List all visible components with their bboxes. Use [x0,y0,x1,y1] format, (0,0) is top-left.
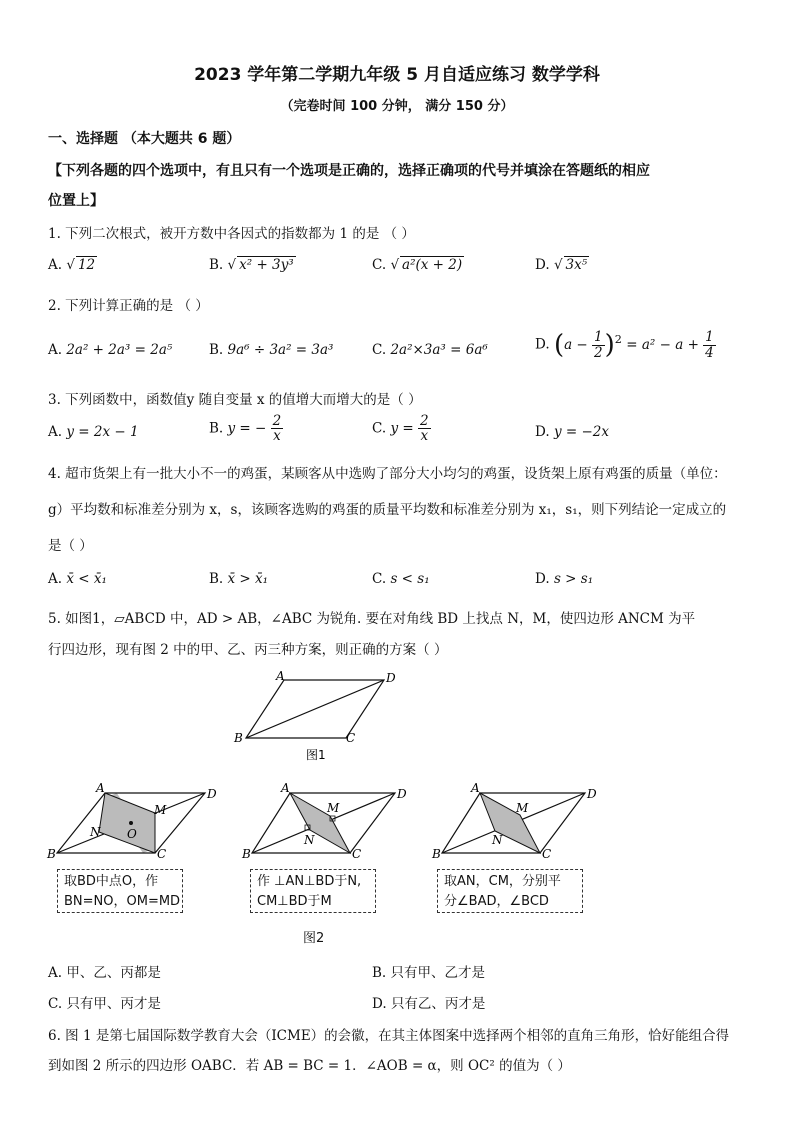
note-bing [437,869,583,913]
yi-label-a: A [281,781,290,795]
bing-label-b: B [432,847,441,860]
q2-b-expr: 9a⁶ ÷ 3a² = 3a³ [227,342,334,358]
sqrt-icon: √ [390,257,400,273]
q2-d-mid: = a² − a + [626,337,699,353]
q3-option-c [372,414,431,443]
q2-d-square: 2 [614,333,622,346]
q1-a-radicand: 12 [77,257,96,273]
yi-anc-m [290,793,350,853]
bing-label-c: C [542,847,552,860]
q5-option-a [48,961,161,981]
q1-c-label: C. [372,257,387,273]
sqrt-icon: √ [227,257,237,273]
q3-option-a [48,424,139,440]
q2-a-expr: 2a² + 2a³ = 2a⁵ [66,342,173,358]
note-bing-line-2: 分∠BAD，∠BCD [444,894,549,909]
q2-d-left: a − [564,337,588,353]
q2-b-label: B. [209,342,224,358]
q1-stem: 1. 下列二次根式，被开方数中各因式的指数都为 1 的是 （ ） [48,226,415,242]
yi-label-n: N [304,833,315,847]
q4-b-expr: x̄ > x̄₁ [227,571,269,587]
q3-b-label: B. [209,420,224,437]
q4-option-d [535,571,593,587]
q3-c-denominator: x [420,428,429,445]
q3-option-b [209,414,283,443]
q5-line-1: 5. 如图1，▱ABCD 中，AD > AB，∠ABC 为锐角. 要在对角线 BD 上找点 N，M，使四边形 ANCM 为平 [48,611,696,627]
q3-d-label: D. [535,424,550,440]
section-heading: 一、选择题 （本大题共 6 题） [48,131,241,147]
q3-a-expr: y = 2x − 1 [66,424,139,440]
note-yi [250,869,376,913]
page-title: 2023 学年第二学期九年级 5 月自适应练习 数学学科 [194,65,600,85]
note-jia [57,869,183,913]
q4-option-a [48,571,107,587]
instruction-line-2: 位置上】 [48,193,104,209]
q6-line-1: 6. 图 1 是第七届国际数学教育大会（ICME）的会徽，在其主体图案中选择两个相邻的直角三角形，恰好能组合得 [48,1028,730,1044]
note-yi-line-2: CM⊥BD于M [257,894,332,909]
bing-label-n: N [492,833,503,847]
q6-line-2: 到如图 2 所示的四边形 OABC．若 AB = BC = 1．∠AOB = α，则 OC² 的值为（ ） [48,1058,571,1074]
q3-d-expr: y = −2x [553,424,609,440]
q5-c-text: 只有甲、丙才是 [66,996,161,1012]
bing-label-m: M [516,801,529,815]
sqrt-icon: √ [553,257,563,273]
q4-d-label: D. [535,571,550,587]
yi-label-m: M [327,801,340,815]
q1-a-label: A. [48,257,63,273]
q2-option-c [372,342,488,358]
q5-a-label: A. [48,965,63,981]
note-jia-line-2: BN=NO，OM=MD [64,894,181,909]
jia-point-o [129,821,133,825]
q3-a-label: A. [48,424,63,440]
q2-d-r-denominator: 4 [705,344,714,361]
q1-option-d [535,256,589,273]
note-bing-line-1: 取AN，CM，分别平 [444,874,561,889]
q2-d-denominator: 2 [594,344,603,361]
figure-2-jia [44,780,224,860]
fig1-label-b: B [234,731,243,745]
q5-option-c [48,992,161,1012]
q2-d-r-numerator: 1 [705,329,714,346]
q3-b-denominator: x [273,428,281,445]
fig1-label-c: C [346,731,356,745]
q1-option-b [209,256,296,273]
fig1-diagonal-bd [246,680,384,738]
q5-a-text: 甲、乙、丙都是 [66,965,161,981]
q2-d-label: D. [535,336,550,353]
q3-stem: 3. 下列函数中，函数值y 随自变量 x 的值增大而增大的是（ ） [48,392,422,408]
q5-b-text: 只有甲、乙才是 [390,965,486,981]
q2-option-d [535,330,716,360]
q3-b-numerator: 2 [272,413,282,429]
q3-c-label: C. [372,420,387,437]
jia-label-o: O [127,827,137,841]
bing-anc-m [480,793,540,853]
q2-a-label: A. [48,342,63,358]
jia-label-n: N [90,825,101,839]
fig1-caption: 图1 [306,748,326,762]
q4-line-2: g）平均数和标准差分别为 x，s，该顾客选购的鸡蛋的质量平均数和标准差分别为 x₁，s₁，则下列结论一定成立的 [48,502,727,518]
q2-c-label: C. [372,342,387,358]
q3-c-numerator: 2 [419,413,429,429]
jia-anc-m [99,793,155,853]
q5-line-2: 行四边形，现有图 2 中的甲、乙、丙三种方案，则正确的方案（ ） [48,642,448,658]
q5-option-b [372,961,485,981]
q3-option-d [535,424,609,440]
yi-label-b: B [242,847,251,860]
right-paren-icon: ) [604,330,615,360]
instruction-line-1: 【下列各题的四个选项中，有且只有一个选项是正确的，选择正确项的代号并填涂在答题纸的相应 [48,163,650,179]
q2-d-numerator: 1 [594,329,603,346]
q5-d-text: 只有乙、丙才是 [390,996,486,1012]
q1-b-label: B. [209,257,224,273]
left-paren-icon: ( [553,330,565,360]
figure-2-yi [234,780,414,860]
q5-d-label: D. [372,996,387,1012]
fig1-label-a: A [276,669,285,683]
q2-option-a [48,342,172,358]
fig2-caption: 图2 [303,931,325,946]
q1-b-radicand: x² + 3y³ [239,257,294,273]
yi-label-d: D [397,787,407,801]
q1-d-label: D. [535,257,550,273]
q4-d-expr: s > s₁ [553,571,594,587]
q4-c-label: C. [372,571,387,587]
figure-1-parallelogram [228,668,408,764]
sqrt-icon: √ [66,257,75,273]
q2-option-b [209,342,333,358]
figure-2-bing [424,780,604,860]
bing-label-d: D [587,787,597,801]
q2-stem: 2. 下列计算正确的是 （ ） [48,298,209,314]
bing-label-a: A [471,781,480,795]
jia-label-d: D [207,787,217,801]
q1-d-radicand: 3x⁵ [565,257,588,273]
q4-c-expr: s < s₁ [390,571,430,587]
note-yi-line-1: 作 ⊥AN⊥BD于N, [257,874,362,889]
page-subtitle: （完卷时间 100 分钟， 满分 150 分） [280,99,514,114]
q5-b-label: B. [372,965,387,981]
q5-option-d [372,992,485,1012]
jia-label-a: A [96,781,105,795]
q4-option-c [372,571,430,587]
fig1-label-d: D [386,671,396,685]
q3-c-pre: y = [390,420,414,437]
q5-c-label: C. [48,996,63,1012]
q2-d-fraction [592,330,605,359]
q1-c-radicand: a²(x + 2) [402,257,463,273]
q4-a-label: A. [48,571,63,587]
q1-option-c [372,256,464,273]
q3-c-fraction [418,414,431,443]
q4-line-1: 4. 超市货架上有一批大小不一的鸡蛋，某顾客从中选购了部分大小均匀的鸡蛋，设货架上原有鸡蛋的质量（单位： [48,466,727,482]
q3-b-fraction [271,414,284,443]
q1-option-a [48,256,97,273]
jia-label-b: B [47,847,56,860]
jia-label-c: C [157,847,167,860]
q4-b-label: B. [209,571,224,587]
q4-option-b [209,571,268,587]
jia-label-m: M [154,803,167,817]
q2-d-fraction-right [703,330,716,359]
q2-c-expr: 2a²×3a³ = 6a⁶ [390,342,488,358]
q3-b-pre: y = − [227,420,267,437]
q4-line-3: 是（ ） [48,538,93,554]
yi-label-c: C [352,847,362,860]
q4-a-expr: x̄ < x̄₁ [66,571,107,587]
note-jia-line-1: 取BD中点O，作 [64,874,159,889]
